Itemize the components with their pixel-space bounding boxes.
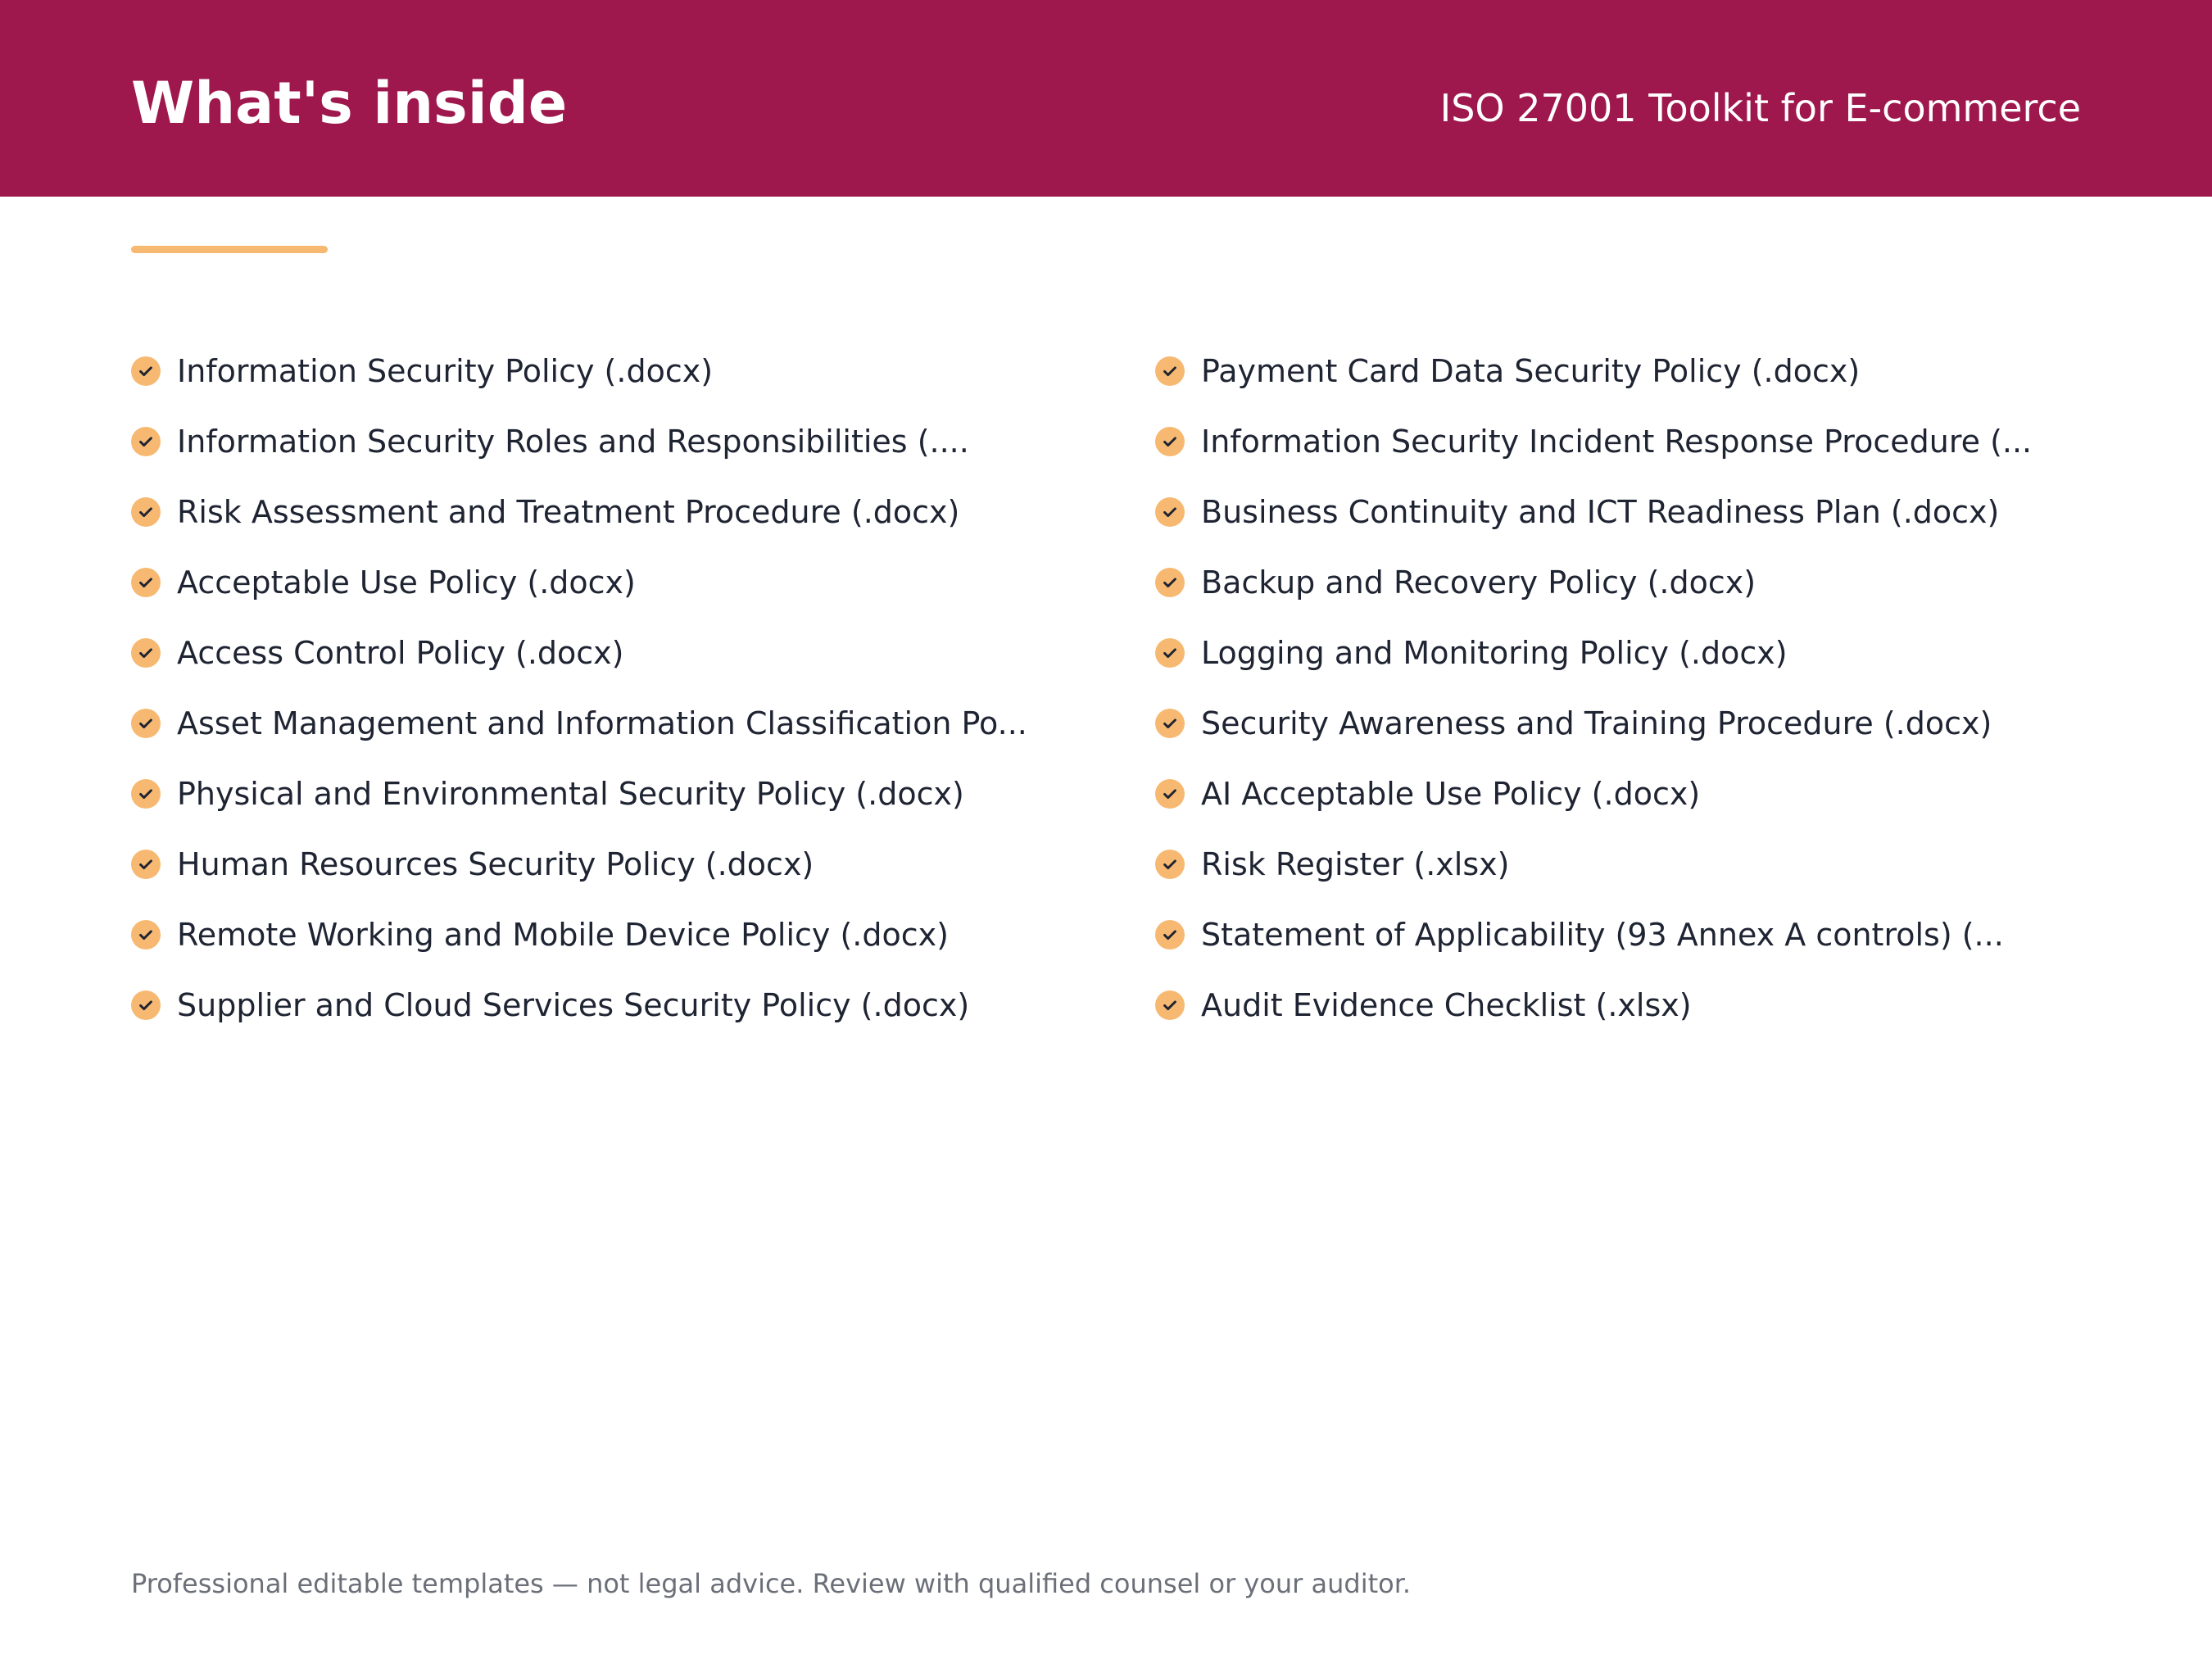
check-circle-icon (1155, 497, 1185, 527)
list-item-label: Payment Card Data Security Policy (.docx) (1201, 353, 1861, 389)
check-circle-icon (131, 990, 161, 1020)
list-item-label: Statement of Applicability (93 Annex A controls) (... (1201, 917, 2004, 953)
list-item (131, 829, 1057, 900)
list-item-label: Asset Management and Information Classification Po... (177, 705, 1027, 741)
check-circle-icon (131, 920, 161, 950)
list-item-label: Information Security Roles and Responsibilities (.... (177, 424, 969, 460)
product-name: ISO 27001 Toolkit for E-commerce (1439, 86, 2081, 130)
check-circle-icon (131, 568, 161, 597)
check-circle-icon (131, 779, 161, 809)
check-circle-icon (131, 709, 161, 738)
list-item-label: Acceptable Use Policy (.docx) (177, 564, 636, 601)
check-circle-icon (1155, 709, 1185, 738)
list-item-label: Risk Register (.xlsx) (1201, 846, 1510, 882)
list-item (1155, 618, 2081, 688)
page-title: What's inside (131, 70, 568, 137)
check-circle-icon (1155, 427, 1185, 456)
contents-list-right (1155, 336, 2081, 1040)
list-item-label: Security Awareness and Training Procedure (.docx) (1201, 705, 1992, 741)
list-item (1155, 829, 2081, 900)
check-circle-icon (1155, 920, 1185, 950)
list-item-label: Access Control Policy (.docx) (177, 635, 624, 671)
list-item-label: Information Security Policy (.docx) (177, 353, 714, 389)
list-item (1155, 547, 2081, 618)
check-circle-icon (1155, 779, 1185, 809)
list-item-label: Backup and Recovery Policy (.docx) (1201, 564, 1756, 601)
list-item (1155, 688, 2081, 759)
check-circle-icon (1155, 356, 1185, 386)
list-item (1155, 336, 2081, 406)
check-circle-icon (1155, 568, 1185, 597)
check-circle-icon (131, 427, 161, 456)
list-item (1155, 900, 2081, 970)
check-circle-icon (1155, 850, 1185, 879)
list-item (131, 900, 1057, 970)
accent-divider (131, 246, 328, 253)
list-item-label: AI Acceptable Use Policy (.docx) (1201, 776, 1701, 812)
list-item (1155, 970, 2081, 1040)
list-item (131, 970, 1057, 1040)
list-item-label: Physical and Environmental Security Policy (.docx) (177, 776, 964, 812)
list-item (131, 406, 1057, 477)
list-item-label: Human Resources Security Policy (.docx) (177, 846, 814, 882)
list-item-label: Audit Evidence Checklist (.xlsx) (1201, 987, 1692, 1023)
list-item (131, 547, 1057, 618)
list-item-label: Business Continuity and ICT Readiness Plan (.docx) (1201, 494, 2000, 530)
list-item (1155, 477, 2081, 547)
header-banner (0, 0, 2212, 197)
list-item (131, 477, 1057, 547)
check-circle-icon (1155, 990, 1185, 1020)
list-item (131, 688, 1057, 759)
list-item-label: Logging and Monitoring Policy (.docx) (1201, 635, 1788, 671)
list-item-label: Remote Working and Mobile Device Policy (.docx) (177, 917, 949, 953)
list-item-label: Information Security Incident Response Procedure (... (1201, 424, 2033, 460)
list-item (131, 618, 1057, 688)
check-circle-icon (131, 497, 161, 527)
check-circle-icon (131, 356, 161, 386)
contents-list-left (131, 336, 1057, 1040)
list-item (131, 759, 1057, 829)
list-item-label: Risk Assessment and Treatment Procedure (.docx) (177, 494, 960, 530)
list-item (131, 336, 1057, 406)
list-item (1155, 759, 2081, 829)
check-circle-icon (131, 638, 161, 668)
check-circle-icon (131, 850, 161, 879)
footer-disclaimer: Professional editable templates — not legal advice. Review with qualified counsel or your auditor. (131, 1568, 1412, 1599)
check-circle-icon (1155, 638, 1185, 668)
list-item-label: Supplier and Cloud Services Security Policy (.docx) (177, 987, 970, 1023)
list-item (1155, 406, 2081, 477)
